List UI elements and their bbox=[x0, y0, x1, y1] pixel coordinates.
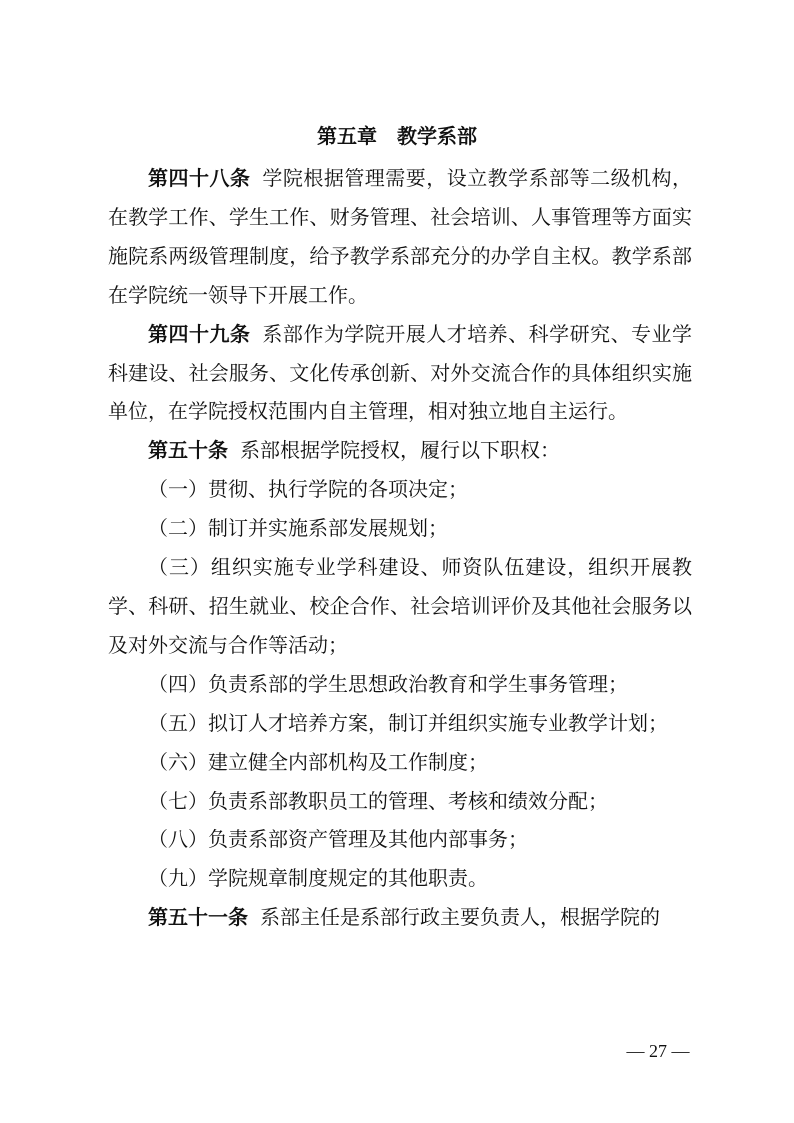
list-item-9 bbox=[108, 859, 692, 898]
list-item-2 bbox=[108, 509, 692, 548]
article-text: 学院根据管理需要，设立教学系部等二级机构，在教学工作、学生工作、财务管理、社会培训、人事管理等方面实施院系两级管理制度，给予教学系部充分的办学自主权。教学系部在学院统一领导下开展工作。 bbox=[108, 166, 693, 307]
article-number: 第五十条 bbox=[148, 438, 228, 463]
list-item-text: （二）制订并实施系部发展规划； bbox=[148, 516, 448, 541]
article-number: 第四十九条 bbox=[148, 321, 251, 346]
list-item-text: （九）学院规章制度规定的其他职责。 bbox=[148, 866, 488, 891]
article-text: 系部作为学院开展人才培养、科学研究、专业学科建设、社会服务、文化传承创新、对外交流合作的具体组织实施单位，在学院授权范围内自主管理，相对独立地自主运行。 bbox=[108, 321, 693, 424]
list-item-text: （一）贯彻、执行学院的各项决定； bbox=[148, 477, 468, 502]
list-item-8 bbox=[108, 820, 692, 859]
list-item-text: （六）建立健全内部机构及工作制度； bbox=[148, 749, 488, 774]
list-item-6 bbox=[108, 743, 692, 782]
article-text: 系部主任是系部行政主要负责人，根据学院的 bbox=[260, 905, 660, 930]
page-number: — 27 — bbox=[626, 1041, 690, 1061]
article-49-paragraph bbox=[108, 315, 692, 432]
list-item-3 bbox=[108, 548, 692, 665]
list-item-text: （八）负责系部资产管理及其他内部事务； bbox=[148, 827, 528, 852]
list-item-text: （五）拟订人才培养方案，制订并组织实施专业教学计划； bbox=[148, 710, 668, 735]
list-item-4 bbox=[108, 665, 692, 704]
chapter-number: 第五章 bbox=[317, 124, 377, 148]
article-number: 第四十八条 bbox=[148, 166, 251, 190]
list-item-text: （七）负责系部教职员工的管理、考核和绩效分配； bbox=[148, 788, 608, 813]
article-51-paragraph bbox=[108, 898, 692, 937]
article-number: 第五十一条 bbox=[148, 905, 248, 930]
list-item-text: （四）负责系部的学生思想政治教育和学生事务管理； bbox=[148, 671, 628, 696]
list-item-1 bbox=[108, 470, 692, 509]
list-item-text: （三）组织实施专业学科建设、师资队伍建设，组织开展教学、科研、招生就业、校企合作、社会培训评价及其他社会服务以及对外交流与合作等活动； bbox=[108, 555, 692, 657]
article-text: 系部根据学院授权，履行以下职权： bbox=[240, 438, 560, 463]
document-body bbox=[108, 159, 692, 937]
article-48-paragraph bbox=[108, 159, 692, 315]
article-50-paragraph bbox=[108, 431, 692, 470]
chapter-title bbox=[0, 121, 794, 151]
list-item-5 bbox=[108, 704, 692, 743]
list-item-7 bbox=[108, 782, 692, 821]
chapter-name: 教学系部 bbox=[397, 124, 477, 148]
